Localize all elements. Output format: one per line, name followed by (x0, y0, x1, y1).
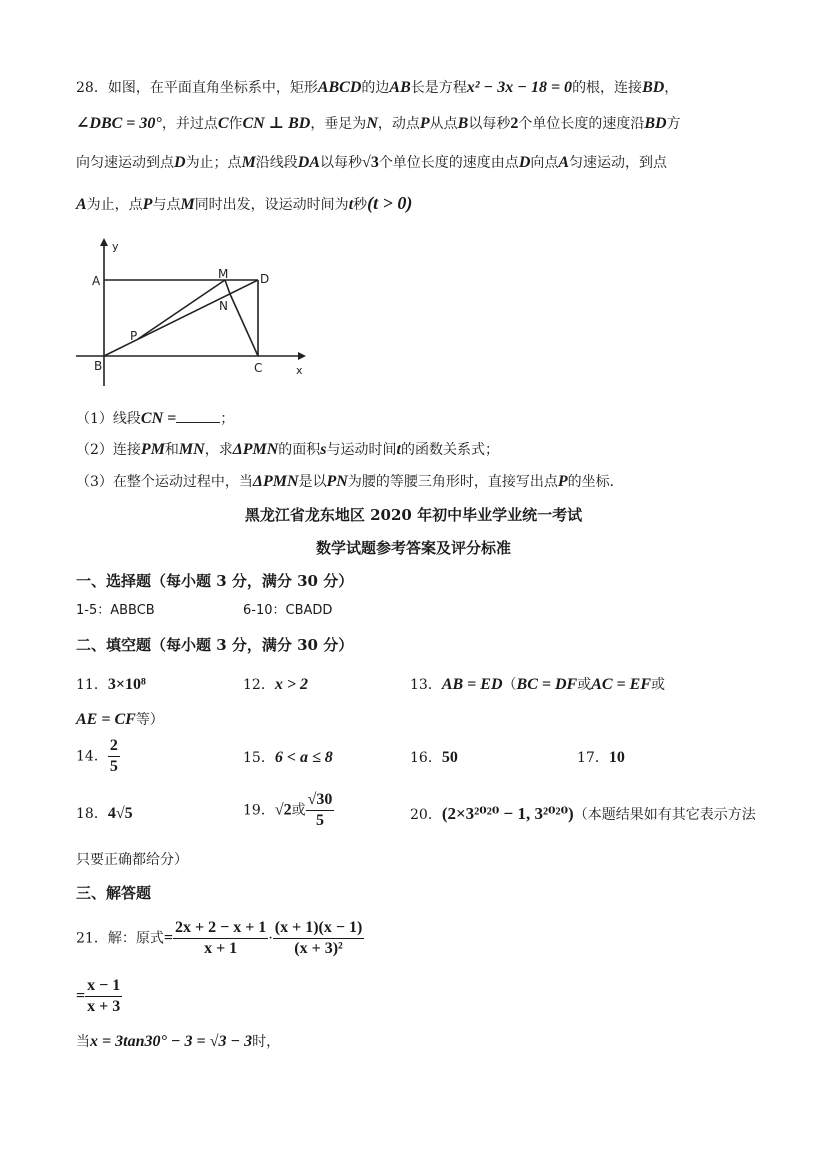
answer-13 (410, 675, 665, 695)
answer-label: 18． (76, 806, 108, 822)
answer-value: 4√5 (107, 805, 133, 822)
math-triangle: ΔPMN (232, 441, 279, 458)
q21-text: 21．解：原式 (76, 930, 164, 947)
fraction-denominator: x + 1 (204, 940, 238, 957)
q28-text: 以每秒 (320, 155, 363, 171)
answer-text: 等） (135, 712, 164, 728)
q28-text: 的根，连接 (572, 80, 643, 96)
answer-label: 19． (243, 802, 275, 819)
q28-sub3 (76, 472, 624, 492)
answer-15 (243, 748, 333, 768)
fraction-denominator: (x + 3)² (294, 940, 343, 957)
math-m: M (180, 196, 195, 213)
q28-text: ，求 (204, 442, 233, 458)
math-mn: MN (178, 441, 205, 458)
answer-value: AB = ED (441, 676, 503, 693)
answer-text: （ (502, 677, 517, 693)
answer-value: 10 (608, 749, 625, 766)
math-two: 2 (510, 115, 519, 132)
math-pm: PM (140, 441, 165, 458)
answer-20-note: 只要正确都给分） (76, 852, 188, 868)
fraction-numerator: x − 1 (85, 976, 122, 997)
math-equation: x² − 3x − 18 = 0 (466, 79, 573, 96)
math-cn: CN = (140, 410, 177, 427)
q28-line1 (76, 78, 678, 98)
answer-text: （本题结果如有其它表示方法 (573, 807, 756, 823)
section-fill-heading: 二、填空题（每小题 3 分，满分 30 分） (76, 636, 354, 654)
answer-key-subtitle: 数学试题参考答案及评分标准 (315, 539, 511, 557)
math-p: P (142, 196, 153, 213)
q28-text: 以每秒 (468, 116, 511, 132)
segment-bd (104, 280, 258, 356)
q28-text: 向点 (530, 155, 559, 171)
math-triangle: ΔPMN (252, 473, 299, 490)
q28-text: 的函数关系式； (400, 442, 499, 458)
answer-text: 或 (291, 802, 306, 819)
label-x: x (296, 364, 303, 377)
segment-cn (230, 294, 258, 356)
answer-value: √2 (274, 801, 292, 819)
answer-13-cont (76, 710, 164, 730)
answer-label: 16． (410, 750, 442, 766)
y-axis-arrow (100, 238, 108, 246)
answer-value: 50 (441, 749, 458, 766)
math-abcd: ABCD (317, 79, 362, 96)
answer-value: (2×3²⁰²⁰ − 1, 3²⁰²⁰) (441, 804, 574, 823)
geometry-figure (70, 236, 320, 386)
q28-sub1 (76, 408, 234, 429)
fraction-denominator: 5 (109, 758, 118, 775)
math-m: M (241, 154, 256, 171)
fraction-numerator: 2x + 2 − x + 1 (173, 918, 268, 939)
answer-label: 20． (410, 807, 442, 823)
q28-text: 为止；点 (185, 155, 242, 171)
math-b: B (457, 115, 469, 132)
math-p: P (419, 115, 430, 132)
answer-18 (76, 804, 133, 824)
q21-condition: x = 3tan30° − 3 = √3 − 3 (90, 1033, 253, 1050)
fraction (85, 976, 122, 1017)
q28-text: （3）在整个运动过程中，当 (76, 474, 253, 490)
answer-20 (410, 804, 756, 825)
q28-text: 个单位长度的速度由点 (378, 155, 519, 171)
q28-text: 从点 (429, 116, 458, 132)
math-a: A (558, 154, 570, 171)
answer-value: 6 < a ≤ 8 (274, 749, 333, 766)
q28-line2 (76, 114, 681, 134)
q21-eq: = (76, 987, 86, 1005)
fraction (306, 790, 335, 831)
answer-label: 12． (243, 677, 275, 693)
q28-text: 28．如图，在平面直角坐标系中，矩形 (76, 80, 318, 96)
fraction-numerator: (x + 1)(x − 1) (273, 918, 365, 939)
math-t: t (396, 441, 401, 458)
q28-text: （1）线段 (76, 411, 141, 427)
math-sqrt3: √3 (362, 154, 379, 171)
fraction-numerator: 2 (108, 736, 120, 757)
choice-answers-1-5: 1-5：ABBCB (76, 603, 155, 618)
math-ab: AB (389, 79, 411, 96)
q28-text: 作 (228, 116, 243, 132)
q21-text: 时， (252, 1034, 281, 1050)
answer-label: 14． (76, 748, 108, 765)
fraction (173, 918, 268, 959)
q28-line3 (76, 153, 667, 173)
q28-text: 与点 (152, 197, 181, 213)
math-s: s (320, 441, 327, 458)
q21-eq: = (163, 929, 173, 947)
answer-14 (76, 736, 120, 777)
answer-17 (577, 748, 625, 768)
q28-text: ， (664, 80, 679, 96)
choice-answers-6-10: 6-10：CBADD (243, 603, 333, 618)
math-bd: BD (642, 79, 665, 96)
answer-value: 3×10⁸ (107, 676, 146, 693)
q21-text: 当 (76, 1034, 90, 1050)
answer-text: 或 (577, 677, 592, 693)
answer-11 (76, 675, 146, 695)
fraction (108, 736, 120, 777)
answer-label: 17． (577, 750, 609, 766)
q28-text: 为止，点 (86, 197, 143, 213)
q28-sub2 (76, 440, 499, 460)
segment-mn (225, 280, 230, 294)
answer-value: BC = DF (516, 676, 578, 693)
segment-pm (138, 280, 225, 339)
q28-text: 长是方程 (410, 80, 467, 96)
q28-text: （2）连接 (76, 442, 141, 458)
section-choice-heading: 一、选择题（每小题 3 分，满分 30 分） (76, 572, 354, 590)
label-p: P (130, 329, 138, 343)
q28-text: 沿线段 (255, 155, 298, 171)
math-pn: PN (326, 473, 348, 490)
q28-text: 同时出发，设运动时间为 (194, 197, 349, 213)
q21-line1 (76, 918, 364, 959)
answer-value: AE = CF (76, 711, 136, 728)
label-d: D (260, 272, 270, 286)
answer-label: 13． (410, 677, 442, 693)
q28-text: 为腰的等腰三角形时，直接写出点 (347, 474, 558, 490)
q28-text: 的坐标． (567, 474, 624, 490)
math-angle: ∠DBC = 30° (76, 115, 162, 132)
q28-text: ，动点 (377, 116, 420, 132)
q28-text: 向匀速运动到点 (76, 155, 174, 171)
math-n: N (366, 115, 378, 132)
math-p: P (557, 473, 568, 490)
math-d: D (518, 154, 531, 171)
q28-text: ，垂足为 (310, 116, 367, 132)
label-m: M (218, 267, 229, 281)
fraction-numerator: √30 (306, 790, 335, 811)
q28-text: ； (220, 411, 235, 427)
q21-dot: · (268, 930, 273, 947)
label-y: y (112, 240, 119, 253)
math-condition: (t > 0) (367, 193, 413, 213)
math-da: DA (297, 154, 321, 171)
answer-text: 或 (651, 677, 666, 693)
q28-text: 和 (164, 442, 179, 458)
q28-text: 个单位长度的速度沿 (518, 116, 645, 132)
section-solution-heading: 三、解答题 (76, 884, 152, 902)
answer-value: x > 2 (274, 676, 308, 693)
label-c: C (254, 361, 263, 375)
fraction-denominator: 5 (316, 812, 324, 829)
math-c: C (217, 115, 229, 132)
answer-19 (243, 790, 334, 831)
q28-line4 (76, 193, 412, 215)
answer-16 (410, 748, 458, 768)
q28-text: 的边 (361, 80, 390, 96)
x-axis-arrow (298, 352, 306, 360)
answer-label: 11． (76, 677, 108, 693)
math-a: A (76, 196, 87, 213)
answer-value: AC = EF (591, 676, 652, 693)
q21-line2 (76, 976, 122, 1017)
q28-text: 是以 (298, 474, 327, 490)
q28-text: 与运动时间 (326, 442, 397, 458)
q28-text: 方 (666, 116, 681, 132)
answer-key-title: 黑龙江省龙东地区 2020 年初中毕业学业统一考试 (244, 506, 583, 524)
math-d: D (174, 154, 186, 171)
q28-text: 的面积 (278, 442, 321, 458)
label-b: B (94, 359, 103, 373)
answer-blank (176, 408, 220, 423)
answer-12 (243, 675, 308, 695)
label-a: A (92, 274, 101, 288)
q21-line3 (76, 1032, 280, 1052)
math-bd: BD (644, 115, 667, 132)
q28-text: ，并过点 (161, 116, 218, 132)
math-t: t (348, 196, 354, 213)
answer-label: 15． (243, 750, 275, 766)
label-n: N (219, 299, 228, 313)
fraction (273, 918, 365, 959)
q28-text: 秒 (353, 197, 368, 213)
q28-text: 匀速运动，到点 (569, 155, 668, 171)
math-perp: CN ⊥ BD (242, 115, 311, 132)
fraction-denominator: x + 3 (87, 998, 121, 1015)
